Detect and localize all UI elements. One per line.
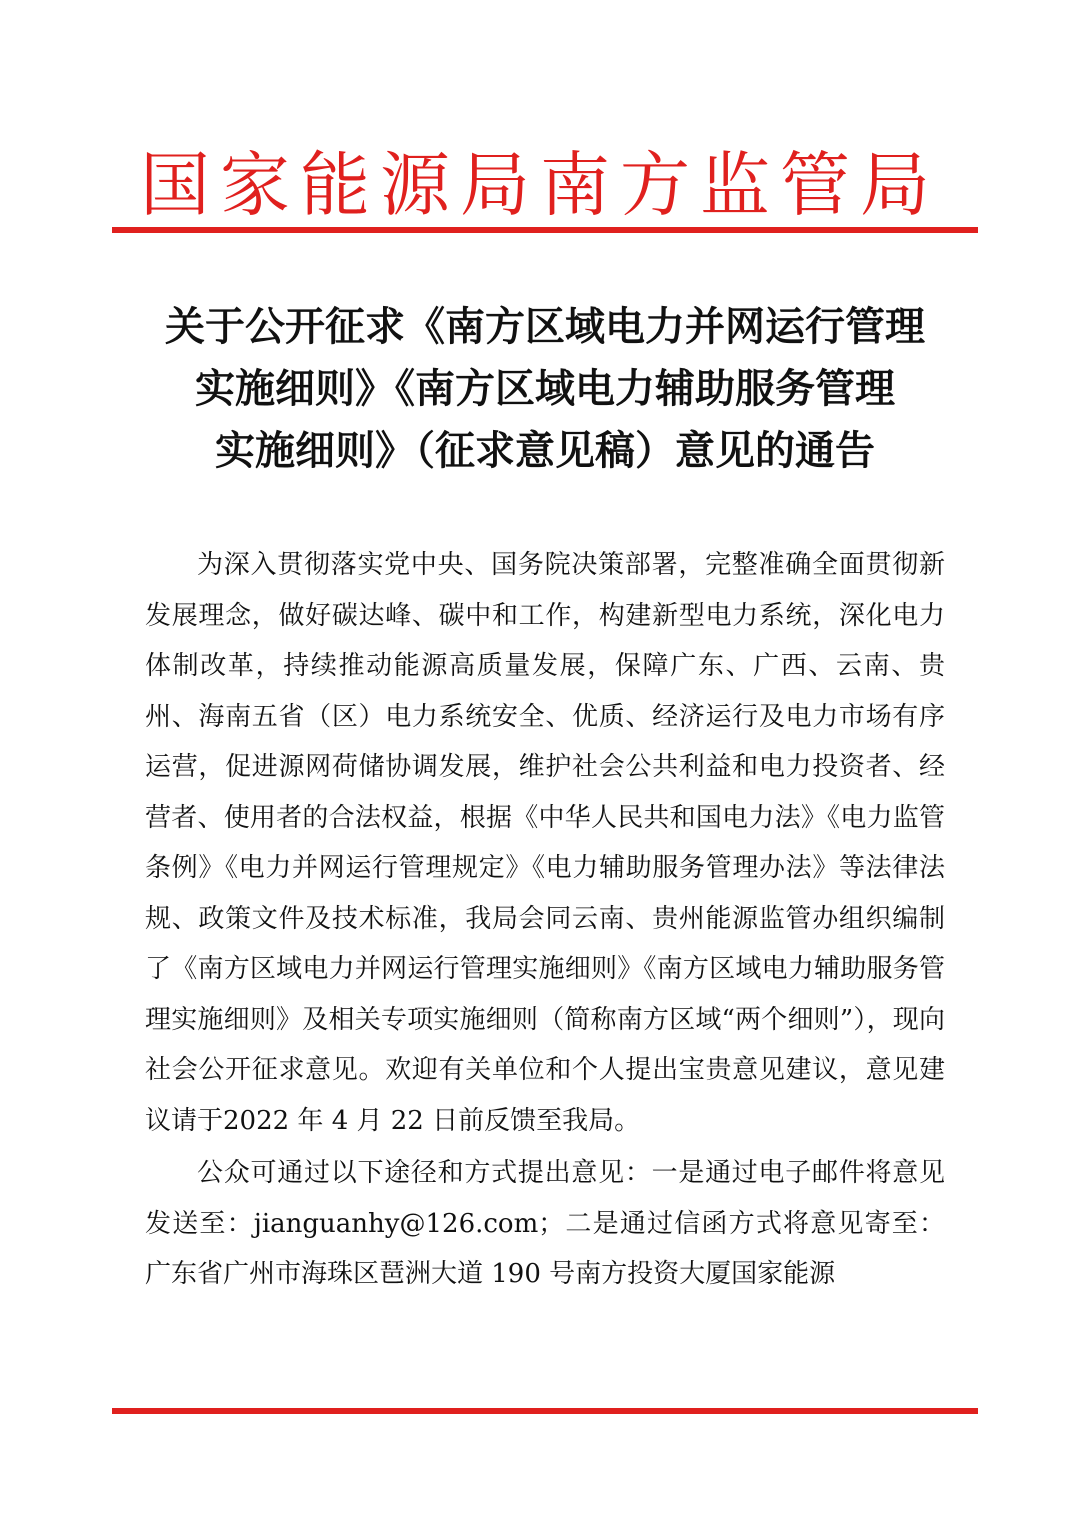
issuer-header-title: 国家能源局南方监管局: [140, 144, 940, 226]
body-paragraph-1: 为深入贯彻落实党中央、国务院决策部署，完整准确全面贯彻新发展理念，做好碳达峰、碳中和工作，构建新型电力系统，深化电力体制改革，持续推动能源高质量发展，保障广东、广西、云南、贵州、海南五省（区）电力系统安全、优质、经济运行及电力市场有序运营，促进源网荷储协调发展，维护社会公共利益和电力投资者、经营者、使用者的合法权益，根据《中华人民共和国电力法》《电力监管条例》《电力并网运行管理规定》《电力辅助服务管理办法》等法律法规、政策文件及技术标准，我局会同云南、贵州能源监管办组织编制了《南方区域电力并网运行管理实施细则》《南方区域电力辅助服务管理实施细则》及相关专项实施细则（简称南方区域“两个细则”），现向社会公开征求意见。欢迎有关单位和个人提出宝贵意见建议，意见建议请于2022 年 4 月 22 日前反馈至我局。: [145, 550, 945, 1136]
notice-title-line-3: 实施细则》（征求意见稿）意见的通告: [215, 428, 875, 474]
footer-divider-line: [112, 1408, 978, 1414]
body-paragraph-2: 公众可通过以下途径和方式提出意见：一是通过电子邮件将意见发送至：jianguanhy@126.com；二是通过信函方式将意见寄至：广东省广州市海珠区琶洲大道 190 号南方投资大厦国家能源: [145, 1158, 945, 1289]
notice-title-line-2: 实施细则》《南方区域电力辅助服务管理: [195, 366, 895, 412]
notice-body: [145, 540, 945, 1300]
notice-title: [112, 296, 978, 482]
notice-title-line-1: 关于公开征求《南方区域电力并网运行管理: [165, 304, 925, 350]
header-divider-line: [112, 227, 978, 233]
